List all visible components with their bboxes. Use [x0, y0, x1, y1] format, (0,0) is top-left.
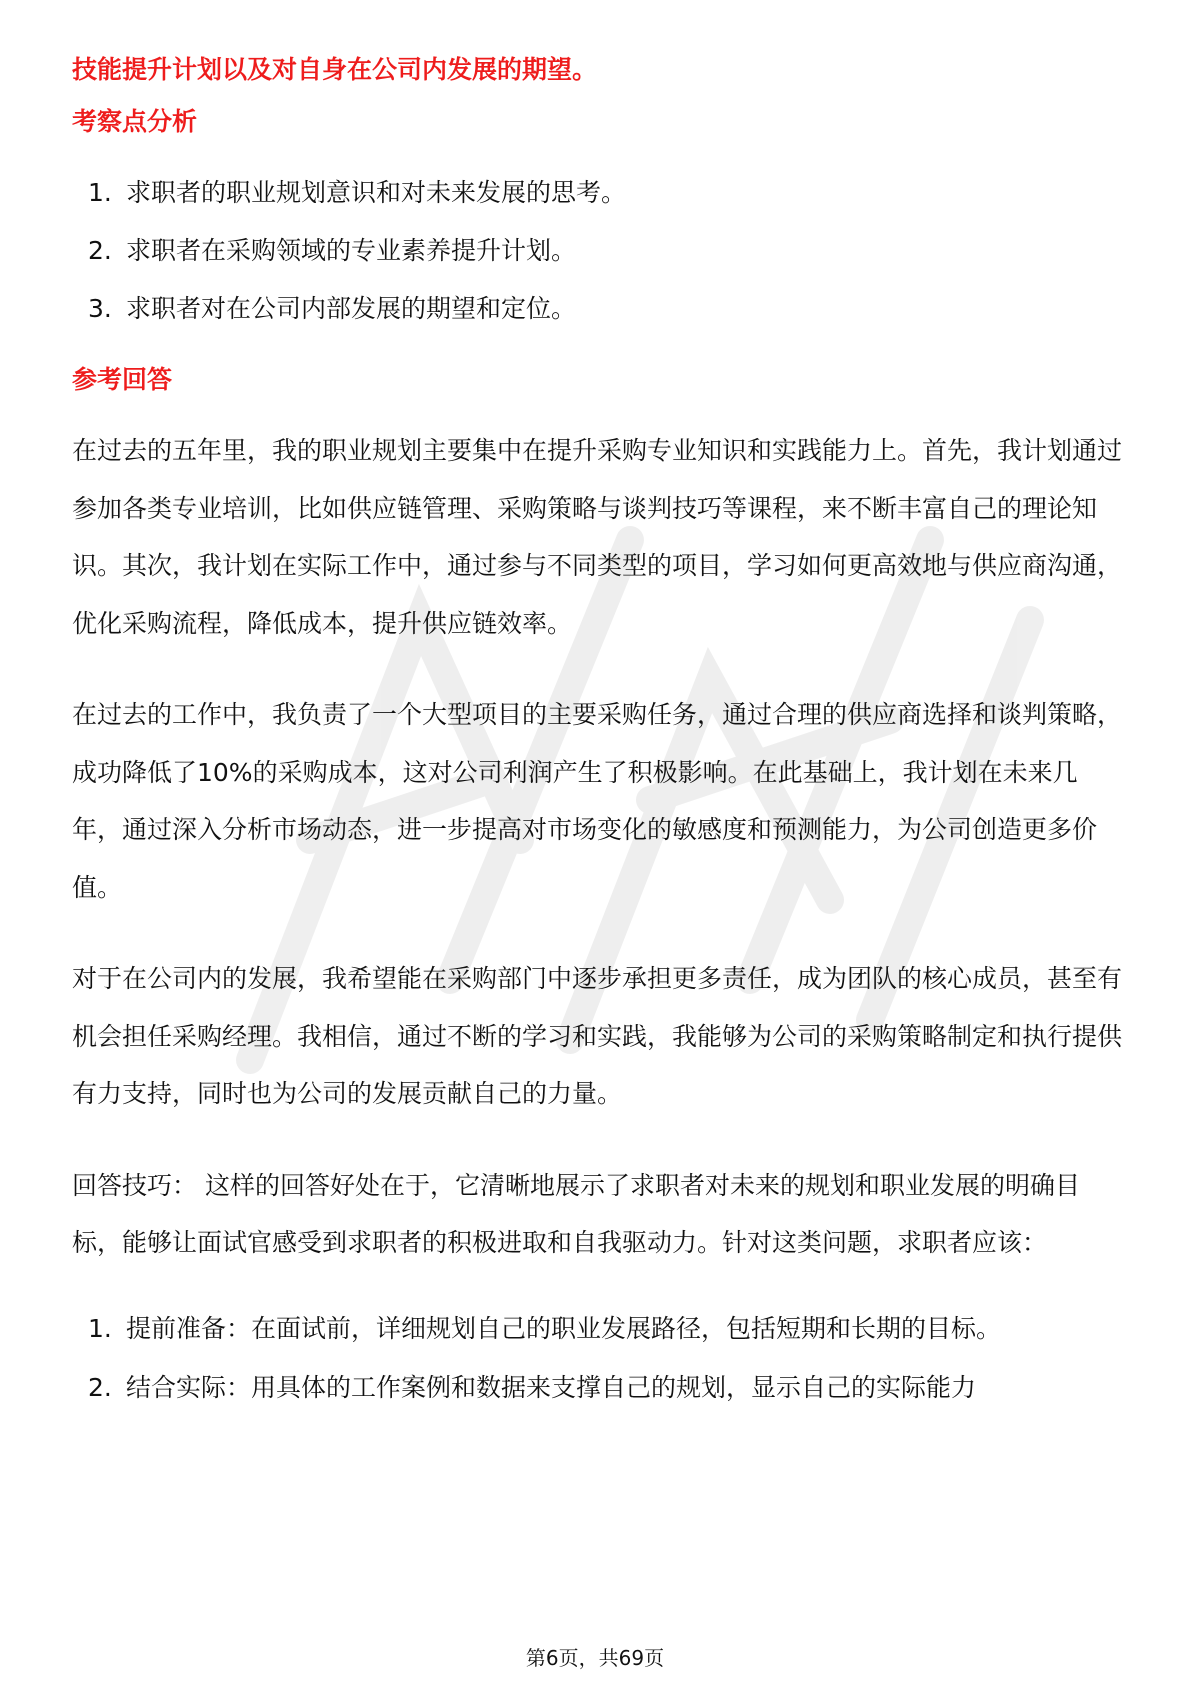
- page-number-footer: 第6页，共69页: [525, 1646, 665, 1670]
- list-item-number: 2.: [88, 236, 112, 265]
- list-item: [72, 222, 1122, 280]
- tips-list: [72, 1300, 1122, 1416]
- list-item-text: 求职者在采购领域的专业素养提升计划。: [126, 236, 577, 265]
- page-content: [72, 50, 1122, 1418]
- list-item-number: 1.: [88, 1313, 112, 1343]
- list-item-text: 求职者对在公司内部发展的期望和定位。: [126, 294, 577, 323]
- list-item-text: 提前准备：在面试前，详细规划自己的职业发展路径，包括短期和长期的目标。: [126, 1313, 1002, 1343]
- tips-paragraph: 回答技巧： 这样的回答好处在于，它清晰地展示了求职者对未来的规划和职业发展的明确目标，能够让面试官感受到求职者的积极进取和自我驱动力。针对这类问题，求职者应该：: [72, 1170, 1080, 1257]
- answer-heading: 参考回答: [72, 365, 173, 394]
- list-item: [72, 1300, 1122, 1357]
- list-item: [72, 280, 1122, 338]
- list-item-text: 结合实际：用具体的工作案例和数据来支撑自己的规划，显示自己的实际能力: [126, 1372, 977, 1402]
- list-item-number: 3.: [88, 294, 112, 323]
- answer-paragraph: 在过去的工作中，我负责了一个大型项目的主要采购任务，通过合理的供应商选择和谈判策略，成功降低了10%的采购成本，这对公司利润产生了积极影响。在此基础上，我计划在未来几年，通过深入分析市场动态，进一步提高对市场变化的敏感度和预测能力，为公司创造更多价值。: [72, 700, 1123, 902]
- analysis-heading: 考察点分析: [72, 107, 198, 136]
- intro-heading: 技能提升计划以及对自身在公司内发展的期望。: [72, 55, 598, 84]
- list-item-text: 求职者的职业规划意识和对未来发展的思考。: [126, 178, 627, 207]
- analysis-list: [72, 164, 1122, 338]
- list-item-number: 2.: [88, 1372, 112, 1402]
- list-item: [72, 1359, 1122, 1416]
- list-item-number: 1.: [88, 178, 112, 207]
- answer-paragraph: 对于在公司内的发展，我希望能在采购部门中逐步承担更多责任，成为团队的核心成员，甚至有机会担任采购经理。我相信，通过不断的学习和实践，我能够为公司的采购策略制定和执行提供有力支持，同时也为公司的发展贡献自己的力量。: [72, 964, 1123, 1108]
- list-item: [72, 164, 1122, 222]
- answer-paragraph: 在过去的五年里，我的职业规划主要集中在提升采购专业知识和实践能力上。首先，我计划通过参加各类专业培训，比如供应链管理、采购策略与谈判技巧等课程，来不断丰富自己的理论知识。其次，我计划在实际工作中，通过参与不同类型的项目，学习如何更高效地与供应商沟通，优化采购流程，降低成本，提升供应链效率。: [72, 436, 1123, 638]
